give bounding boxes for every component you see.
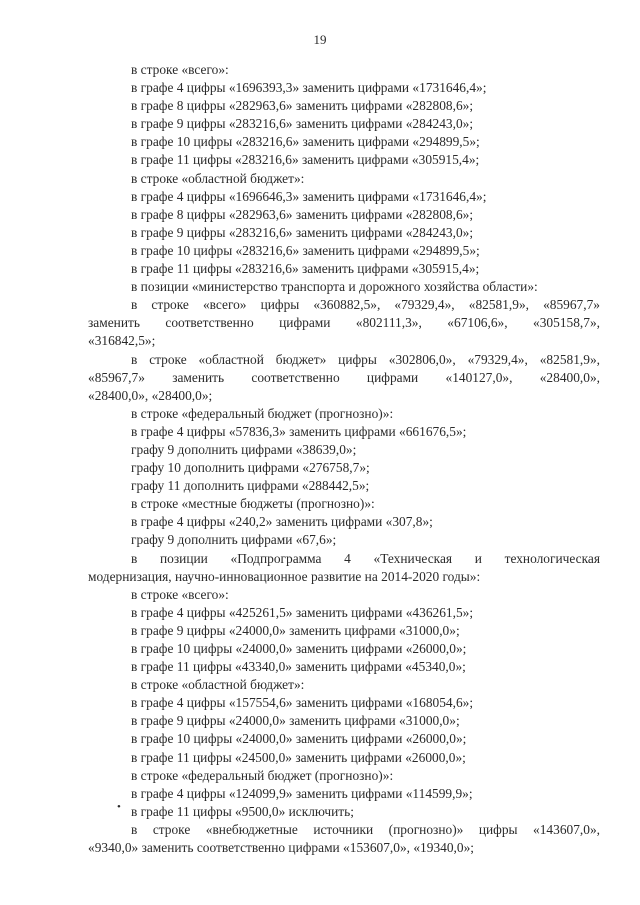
text-line: в строке «федеральный бюджет (прогнозно)»:: [131, 767, 394, 783]
text-line: в строке «областной бюджет»:: [131, 170, 305, 186]
text-line: графу 9 дополнить цифрами «38639,0»;: [131, 441, 357, 457]
text-line: в графе 8 цифры «282963,6» заменить цифрами «282808,6»;: [131, 98, 474, 114]
text-line: в графе 4 цифры «240,2» заменить цифрами «307,8»;: [131, 514, 433, 530]
text-line: в графе 4 цифры «157554,6» заменить цифрами «168054,6»;: [131, 695, 474, 711]
text-line: в строке «областной бюджет»:: [131, 677, 305, 693]
text-line: модернизация, научно-инновационное развитие на 2014-2020 годы»:: [88, 568, 481, 584]
text-line: в графе 9 цифры «24000,0» заменить цифрами «31000,0»;: [131, 713, 460, 729]
text-line: графу 9 дополнить цифрами «67,6»;: [131, 532, 337, 548]
text-line: в строке «всего»:: [131, 62, 229, 77]
text-line: в графе 4 цифры «124099,9» заменить цифрами «114599,9»;: [131, 785, 473, 801]
scan-bullet-mark: •: [117, 801, 121, 813]
text-line: «85967,7» заменить соответственно цифрами «140127,0», «28400,0»,: [88, 369, 600, 385]
text-line: в графе 4 цифры «1696646,3» заменить цифрами «1731646,4»;: [131, 188, 487, 204]
text-line: в графе 9 цифры «283216,6» заменить цифрами «284243,0»;: [131, 224, 474, 240]
text-line: «28400,0», «28400,0»;: [88, 387, 213, 403]
text-line: в графе 10 цифры «24000,0» заменить цифрами «26000,0»;: [131, 641, 467, 656]
text-line: графу 11 дополнить цифрами «288442,5»;: [131, 478, 370, 494]
text-line: в графе 8 цифры «282963,6» заменить цифрами «282808,6»;: [131, 206, 474, 222]
document-body: [88, 61, 600, 857]
text-line: в графе 9 цифры «283216,6» заменить цифрами «284243,0»;: [131, 116, 474, 132]
text-line: в позиции «Подпрограмма 4 «Техническая и технологическая: [131, 550, 600, 566]
text-line: в графе 4 цифры «425261,5» заменить цифрами «436261,5»;: [131, 604, 474, 620]
text-line: в графе 11 цифры «9500,0» исключить;: [131, 803, 354, 819]
text-line: заменить соответственно цифрами «802111,3», «67106,6», «305158,7»,: [88, 315, 600, 331]
text-line: в строке «внебюджетные источники (прогнозно)» цифры «143607,0»,: [131, 821, 600, 837]
text-line: в строке «всего»:: [131, 586, 229, 602]
text-line: в графе 10 цифры «283216,6» заменить цифрами «294899,5»;: [131, 242, 480, 258]
text-line: графу 10 дополнить цифрами «276758,7»;: [131, 460, 370, 476]
text-line: «316842,5»;: [88, 333, 156, 349]
text-line: в графе 10 цифры «24000,0» заменить цифрами «26000,0»;: [131, 731, 467, 747]
text-line: в строке «областной бюджет» цифры «302806,0», «79329,4», «82581,9»,: [131, 351, 600, 367]
text-line: в графе 4 цифры «1696393,3» заменить цифрами «1731646,4»;: [131, 80, 487, 96]
text-line: в графе 9 цифры «24000,0» заменить цифрами «31000,0»;: [131, 622, 460, 638]
page-number: 19: [313, 32, 327, 47]
text-line: в строке «федеральный бюджет (прогнозно)»:: [131, 405, 394, 421]
text-line: в графе 11 цифры «43340,0» заменить цифрами «45340,0»;: [131, 659, 466, 675]
text-line: в графе 11 цифры «283216,6» заменить цифрами «305915,4»;: [131, 152, 480, 168]
text-line: в графе 10 цифры «283216,6» заменить цифрами «294899,5»;: [131, 134, 480, 150]
text-line: «9340,0» заменить соответственно цифрами «153607,0», «19340,0»;: [88, 840, 474, 856]
text-line: в строке «местные бюджеты (прогнозно)»:: [131, 496, 375, 512]
text-line: в графе 4 цифры «57836,3» заменить цифрами «661676,5»;: [131, 423, 467, 439]
text-line: в графе 11 цифры «283216,6» заменить цифрами «305915,4»;: [131, 261, 480, 277]
text-line: в графе 11 цифры «24500,0» заменить цифрами «26000,0»;: [131, 749, 466, 765]
text-line: в позиции «министерство транспорта и дорожного хозяйства области»:: [131, 279, 538, 295]
text-line: в строке «всего» цифры «360882,5», «79329,4», «82581,9», «85967,7»: [131, 297, 600, 313]
